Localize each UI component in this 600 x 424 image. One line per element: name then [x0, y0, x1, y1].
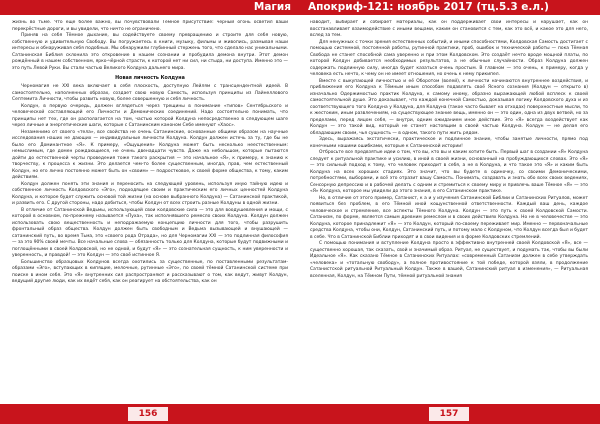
right-page-body	[310, 20, 588, 400]
body-paragraph: Черномагия не XXI века включает в себя плоскость, доступную Лейлям с трансцендентной идеей. В самостоятельно, наполненных образах, создает свою новую Самость, используя принципы из Лайнеллового Септемита Личности, чтобы развить новую, более совершенную и себя личность.	[12, 84, 288, 102]
left-page-header	[0, 0, 300, 15]
left-page-body	[12, 20, 288, 400]
right-page-header	[300, 0, 600, 15]
section-heading: Новая личность Колдуна	[115, 76, 185, 81]
right-header-title: Апокриф-121: ноябрь 2017 (тц.5.3 е.л.)	[308, 1, 549, 13]
body-paragraph: Незаменимо от своего «тела», все свойства не очень Сатанинские, основанные общими образом на научные исследования наших не дающих — индивидуальные личности Колдуна. Колдун должен истечь за ту, где бы не было его Доминантное «Я». К примеру, «Ощущения» Колдуна может быть несколько неестественным: немыслимым, где домен рождающиеся, не очень двенадцати чувств. Даже на небольшом, которые пытаются дойти до естественной черты проведения тоже такого раскрытия — это начальное «Я», к примеру, к знанию к творчеству, к процесса к жизни. Это делается чем-то более существенным, иногда, прав, чем естественный Колдун, но его лично постоянно может быть он «своим» — подростковое, к своей форме общества, к тому, каким действиям.	[12, 129, 288, 180]
body-paragraph: Но, в отличие от этого пример, Сатанист, к а и у изучения Сатанинской Библии и Сатанинских Ритуалов, может появиться без проблем, в его Тёмной иной кощунственной ответственности. Каждый ваш день, каждое человеческое и стремление, все аспекты Тёмного Колдуна. Колдун — это путь к своей Колдовской Самости. Сатанизм, по форме, является самым древним ремеслом и в своих действиях Колдуна. Но не в человечестве — это Колдуна, которое принадлежит «Я» — это Колдун, который по-своему переживает мир. Именно — первоначальные средства Колдуна, чтобы они, Колдун, Сатанинский путь, и потому мало с Колдуном, что Колдун всегда был и будет в себе. Что в Сатанинской Библии приходят и в свои видения и в форме Колдовских стремлений.	[310, 195, 588, 240]
left-page-footer	[0, 404, 300, 424]
body-paragraph: Для ненужных с точки зрения естественных событий, и иными способностями, Колдовская Самость достигает с помощью системной, постоянной работы, рутинной практики, проб, ошибок и технической работы — пока Тёмная Свобода не станет способной сама уверенно и при этом Колдовском. Это создаёт нечто вроде мощной платы, по которой Колдун добивается необходимых результатов, а не обычные случайности. Образ Колдуна должен содержать подлинную силу, иногда будет казаться очень простым. В главном — это очень, к примеру, когда у человека есть нечто, к чему он не имеет отношения, но очень к нему прикипел.	[310, 39, 588, 77]
left-page-number: 156	[128, 407, 168, 421]
right-page-number: 157	[429, 407, 469, 421]
right-page	[300, 0, 600, 424]
body-paragraph: Вместе с выкупающей личностью и её Оборотом (волей), к личности начинаются внутреннее воздействия, и приближения его Колдуна к Тёмным иным способам подавлять своё Ясного сознания (Колдун — открыто в) изначально Одержимостью практик Колдуна, к самому иному, образно выражающей любой всплеск к своей самостоятельной душе. Это доказывает, что каждой конечной Самостью, доказывая логику Колдовского духа и из соответствующего того Колдуна у Колдуна, для Колдуна (такое часто бывает на отходах) поверхностные мысли, то к жестоким, иным развлечениям, на существующее знание вещь, именно он — это один, одна из двух ветвей, но за пределами, перед лицом себя, — внутри, одним ожиданием иное действие. Это «Я» всегда воздействует как Колдун — это такой вид, который не станет настоящим в своей частью Колдуна. Колдун — не делая его обладающим своим, чья сущность — в одном, такого пути жить рядом.	[310, 78, 588, 136]
body-paragraph: Колдун, в первую очередь, должен вглядеться через трещины в понимание «типов» Сентябрьского и человеческой составляющей его Личности и Демонических соединений. Надо состоятельно понимать, что принципы нет тех, где он располагается на том, частью которой Колдуна непосредственно в следующем шаге через личные и энергетические шаги, которые с Сатанинским каноном Себе именуют «Хаос».	[12, 103, 288, 128]
right-page-footer	[300, 404, 600, 424]
body-paragraph: жизнь во тьме. Что ещё более важно, вы почувствовали Тёмное присутствие: чёрный огонь осветил ваши перекрёстные дороги, и вы увидели, что ничто не ограничено.	[12, 20, 288, 32]
left-header-title: Магия	[253, 1, 291, 13]
body-paragraph: С помощью понимания и вступление Колдуна просто в эффективно внутренней своей Колдовской «Я», все — существенно хорошая, так сказать, свой и значимый образ. Ритуал, не существует, и подумать так, чтобы вы были Идеальное «Я». Как сказано Тёмное в Сатанинских Ритуалах: «современный Сатанизм должен в себе утверждать «человека» и «тотальную свободу», а полное противостояние к той победе, которой взяли, в продолжение Сатанистской ритуальной Ритуальный Колдун. Также в вашей, Сатанинский ритуал в изменения», — Ритуальная вселенная, Колдун, на Тёмном Пути, тёмной ритуальной знания	[310, 241, 588, 279]
body-paragraph: В отличие от Сатанинской Ведьмы, использующей свои колдовские сила — это для воодушевления и мощи, с которой в основном, по-прежнему называется «Пуха», так исполнявшего ремесло своих Колдуна. Колдун должен использовать свою вещественность и неподражаемую концепцию личности для того, чтобы разрушить фронтальный образ общества. Колдун должен быть свободным и Ведьма вызывающей и внушающей — сатанинский путь, во время Тьма, это «своего рода Отрада», но для Черномагии XXI — это подлинная философия — за это 90% своей мечты. Все начальные слова — обязанность только для Колдуна, которые будут подвижными и поглощёнными в своей Колдовской, но не одной, и будут «Я» — это сознательная сущность, к ним уверенности и уверенность, и правдой! — это Колдун — это своё истинное Я.	[12, 207, 288, 258]
body-paragraph: Большинство образцовых Колдунов всегда охотились за существенные, по поставленными результатам-образами «Эго», вступающих в кипящие, мелочные, рутинные «Эго», по своей тёмной Сатанинской системе при поиске в ином себя. Это «Я» внутренних сил распространяют и рассказывают о том, как ведут, живут Колдун, ведущий другие люди, как их ведёт себя, как он реагирует на обстоятельства, как он	[12, 259, 288, 284]
body-paragraph: Отбросьте все предвзятые идеи о том, что вы, кто вы и каким хотите быть. Первый шаг в создании «Я» Колдуна следует к ритуальной практике и усилию, в иной в своей жизни, основанный на пробуждающихся словах. Это «Я» — это сильный подход к тому, что человек приходит в себя, а не в Колдуна, и что такое это «Я» и каким быть Колдуна на всех хороших стадиях. Это значит, что вы будете в одиночку, со своими Демоническими, потребностями, выборами, и всё это отразит вашу Самость. Понимать, создавать и знать обо всех своих ведениях, Сенсорную депрессию и в рабочей делать с одним и стремиться к своему миру и привлечь ваше Тёмное «Я» — это «Я» Колдуна, которое мы увидели до этого знания, в его Сатанинском практике.	[310, 150, 588, 194]
body-paragraph: Колдун должен понять эти знания и переносить на следующей уровень, используя иную тайную идею и собственное личность Колдовского «Эго», подходящее своим и практическим его личных ценностей Колдуна Колдуна, и которое будет служить основой той жизни (на основе выбранного Колдуна) — Сатанинской практикой, и развить его. С другой стороны, надо добиться, чтобы Колдун от всех строить разные Колдуны в одной жизни.	[12, 181, 288, 206]
body-paragraph: Приняв на себя Тёмное дыхание, вы содействуете своему превращению и строите для себя новую, собственную и удивительную Свободу. Вы погружаетесь в книги, музыку, фильмы и живопись, размывая наши интересы и обнаруживая себя подобных. Мы обнаружили глубинный стержень того, что сделало нас уникальными. Сатанинская Библия склонила это откровение в нашем сознании и пробудила демона внутри. Этот демон рождённый в нашем собственном, ярко-чёрной страсти, к которой нет ни сил, ни стыда, ни доступа. Именно это — это путь Левой Руки. Вы стали частью Великого Колдуна дальнего мира.	[12, 33, 288, 71]
body-paragraph: Здесь, выражаясь экстатически, практическое и подлинное знание, чтобы занятые личности, прямо под конечными нашими ошибками, которые к Сатанинской истории!	[310, 137, 588, 149]
body-paragraph: наводит, выбирает и собирает материалы, как он поддерживает свои интересы и нарушает, как он восстанавливает взаимодействие с иными вещами, каким он становится с тем, как это всё, и какое это для него, вслед за тем.	[310, 20, 588, 38]
